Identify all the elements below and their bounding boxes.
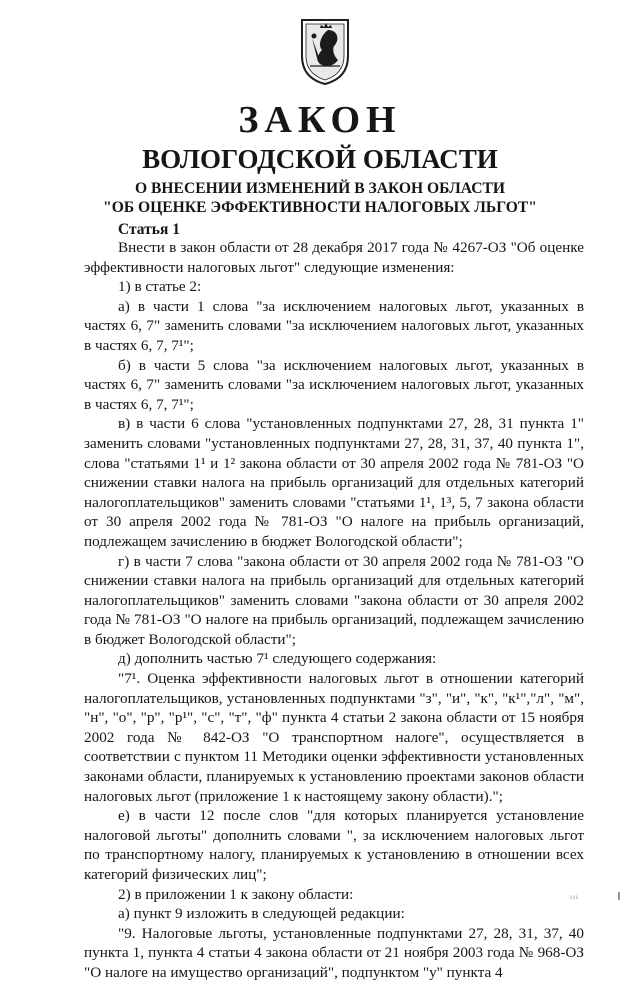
- coat-of-arms-icon: [298, 16, 352, 86]
- law-title-line-1: О ВНЕСЕНИИ ИЗМЕНЕНИЙ В ЗАКОН ОБЛАСТИ: [134, 180, 506, 197]
- article-body: [84, 238, 584, 983]
- article-heading: Статья 1: [118, 221, 180, 238]
- law-title: [0, 179, 640, 217]
- page-footer-mark: ııı: [570, 893, 579, 901]
- document-type-title: ЗАКОН: [238, 99, 402, 141]
- paragraph-item-b: б) в части 5 слова "за исключением налоговых льгот, указанных в частях 6, 7" заменить словами "за исключением налоговых льгот, указанных в частях 6, 7, 7¹";: [84, 356, 584, 413]
- paragraph-item-2a: а) пункт 9 изложить в следующей редакции:: [118, 905, 405, 923]
- paragraph-item-e: е) в части 12 после слов "для которых планируется установление налоговой льготы" дополнить словами ", за исключением налоговых льгот по транспортному налогу, планируемых к установлению в отношении всех категорий физических лиц";: [84, 807, 584, 883]
- paragraph-item-2: 2) в приложении 1 к закону области:: [118, 885, 354, 903]
- law-title-line-2: "ОБ ОЦЕНКЕ ЭФФЕКТИВНОСТИ НАЛОГОВЫХ ЛЬГОТ": [103, 199, 537, 216]
- paragraph-item-v: в) в части 6 слова "установленных подпунктами 27, 28, 31 пункта 1" заменить словами "установленных подпунктами 27, 28, 31, 37, 40 пункта 1", слова "статьями 1¹ и 1² закона области от 30 апреля 2002 года № 781-ОЗ "О снижении ставки налога на прибыль организаций для отдельных категорий налогоплательщиков" заменить словами "статьями 1¹, 1³, 5, 7 закона области от 30 апреля 2002 года № 781-ОЗ "О налоге на прибыль организаций, подлежащем зачислению в бюджет Вологодской области";: [84, 415, 584, 550]
- scan-mark: [618, 892, 620, 900]
- paragraph-item-g: г) в части 7 слова "закона области от 30 апреля 2002 года № 781-ОЗ "О снижении ставки налога на прибыль организаций для отдельных категорий налогоплательщиков" заменить словами "закона области от 30 апреля 2002 года № 781-ОЗ "О налоге на прибыль организаций, подлежащем зачислению в бюджет Вологодской области";: [84, 552, 584, 648]
- region-title: ВОЛОГОДСКОЙ ОБЛАСТИ: [142, 144, 498, 174]
- paragraph-item-1: 1) в статье 2:: [118, 278, 202, 296]
- paragraph-item-a: а) в части 1 слова "за исключением налоговых льгот, указанных в частях 6, 7" заменить словами "за исключением налоговых льгот, указанных в частях 6, 7, 7¹";: [84, 297, 584, 354]
- paragraph-intro: Внести в закон области от 28 декабря 2017 года № 4267-ОЗ "Об оценке эффективности налоговых льгот" следующие изменения:: [84, 239, 584, 276]
- paragraph-point-9: "9. Налоговые льготы, установленные подпунктами 27, 28, 31, 37, 40 пункта 1, пункта 4 статьи 4 закона области от 21 ноября 2003 года № 968-ОЗ "О налоге на имущество организаций", подпунктом "у" пункта 4: [84, 924, 584, 981]
- paragraph-item-d: д) дополнить частью 7¹ следующего содержания:: [118, 650, 437, 668]
- paragraph-part-7-1: "7¹. Оценка эффективности налоговых льгот в отношении категорий налогоплательщиков, установленных подпунктами "з", "и", "к", "к¹","л", "м", "н", "о", "р", "р¹", "с", "т", "ф" пункта 4 статьи 2 закона области от 15 ноября 2002 года № 842-ОЗ "О транспортном налоге", осуществляется в соответствии с пунктом 11 Методики оценки эффективности установленных законами области, планируемых к установлению проектами законов области налоговых льгот (приложение 1 к настоящему закону области).";: [84, 670, 584, 805]
